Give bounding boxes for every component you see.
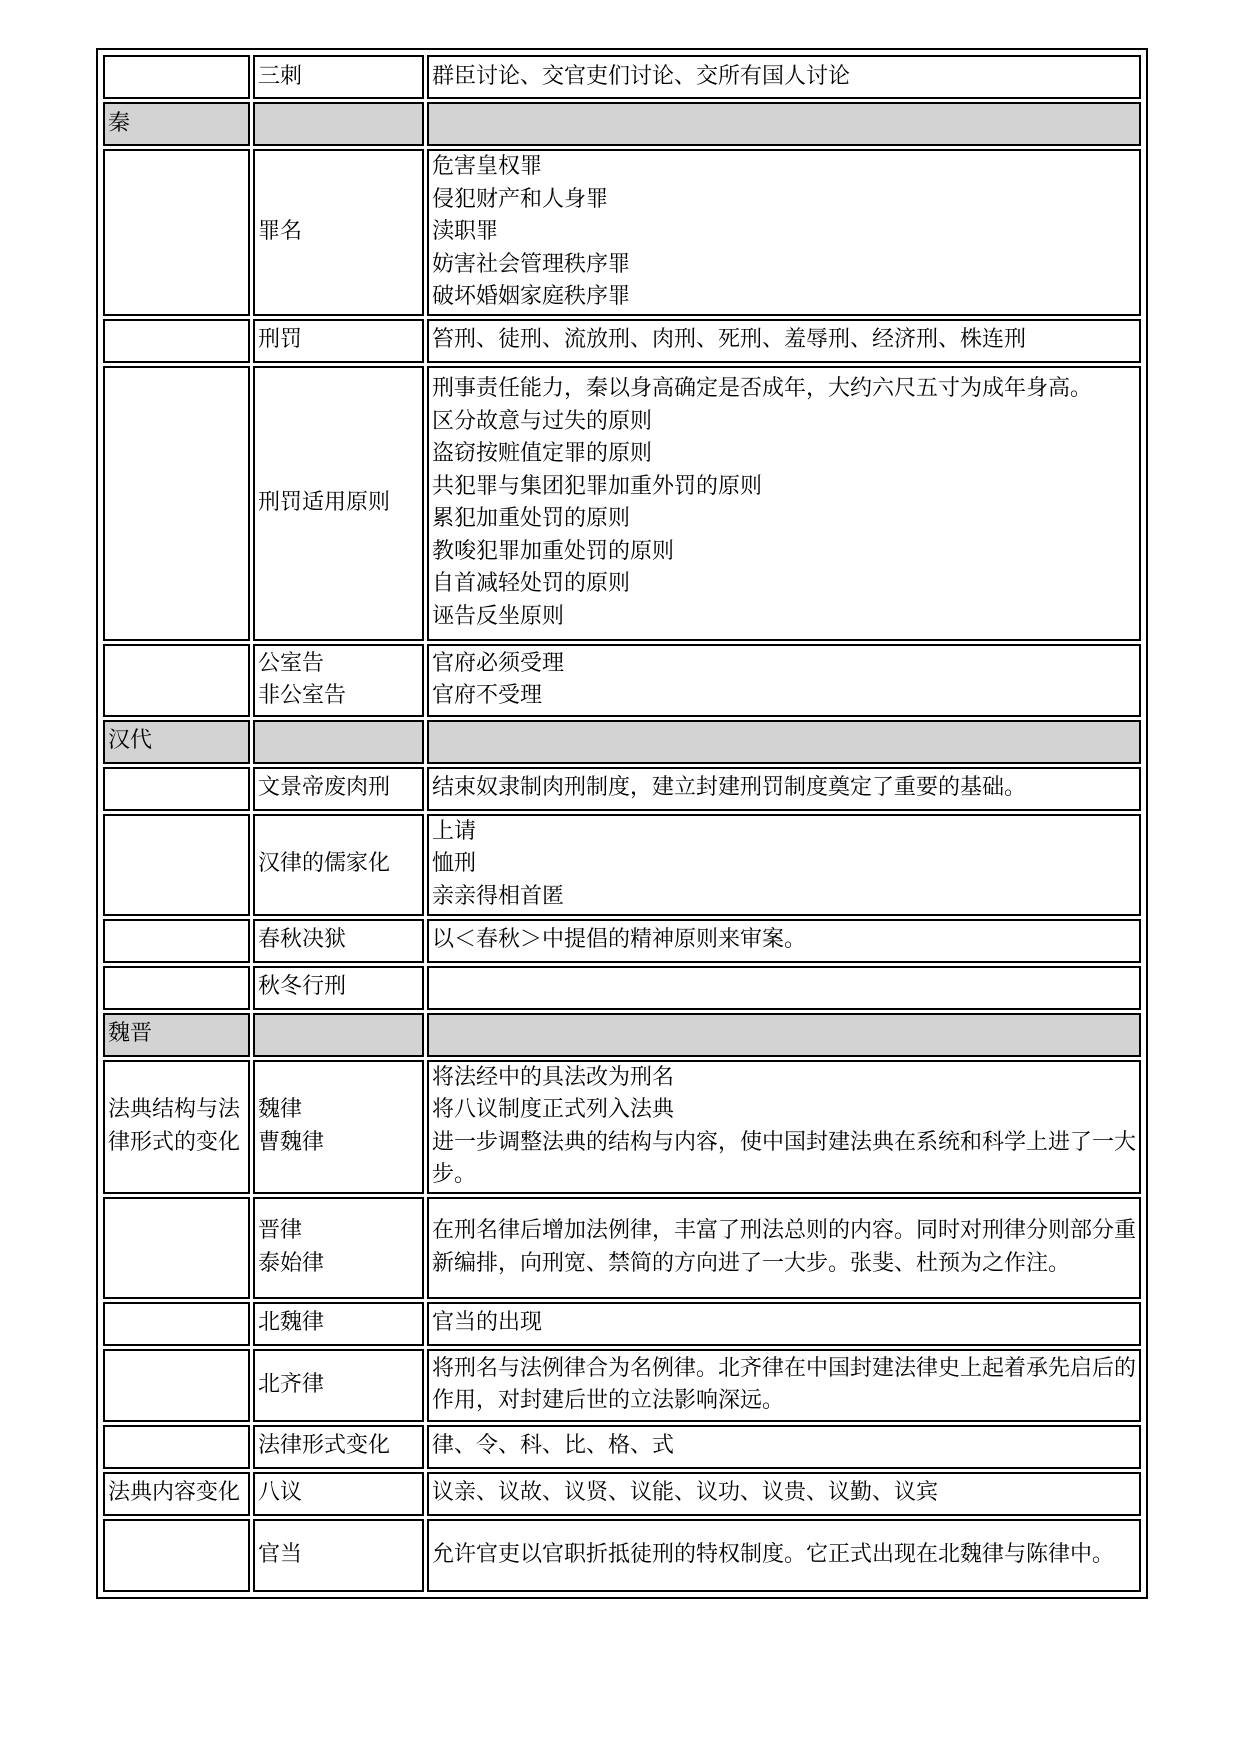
cell-text-line: 侵犯财产和人身罪 [432, 186, 609, 212]
cell-text-line: 刑罚 [258, 327, 303, 353]
cell-text-line: 官府必须受理 [432, 650, 565, 676]
section-header-row [103, 102, 1141, 146]
cell-text-line: 法律形式变化 [258, 1433, 391, 1459]
cell-text-line: 教唆犯罪加重处罚的原则 [432, 538, 675, 564]
section-header-row [103, 720, 1141, 764]
content-cell [427, 1060, 1141, 1194]
cell-text-line: 魏晋 [108, 1021, 153, 1047]
category-cell [103, 1302, 250, 1346]
content-cell [427, 1302, 1141, 1346]
topic-cell [253, 1302, 424, 1346]
category-cell [103, 644, 250, 717]
category-cell [103, 767, 250, 811]
content-cell [427, 814, 1141, 916]
topic-cell [253, 1197, 424, 1299]
content-cell [427, 1197, 1141, 1299]
content-cell [427, 767, 1141, 811]
legal-history-table-frame [96, 48, 1148, 1599]
content-cell [427, 319, 1141, 363]
topic-cell [253, 55, 424, 99]
category-cell [103, 966, 250, 1010]
cell-text-line: 三刺 [258, 63, 303, 89]
category-cell [103, 720, 250, 764]
table-row [103, 644, 1141, 717]
cell-text-line: 汉律的儒家化 [258, 851, 391, 877]
cell-text-line: 北齐律 [258, 1371, 325, 1397]
cell-text-line: 破坏婚姻家庭秩序罪 [432, 284, 631, 309]
topic-cell [253, 366, 424, 641]
topic-cell [253, 966, 424, 1010]
content-cell [427, 1472, 1141, 1516]
cell-text-line: 刑罚适用原则 [258, 489, 391, 515]
cell-text-line: 法典内容变化 [108, 1480, 241, 1506]
cell-text-line: 进一步调整法典的结构与内容，使中国封建法典在系统和科学上进了一大步。 [432, 1129, 1137, 1187]
category-cell [103, 102, 250, 146]
cell-text-line: 律、令、科、比、格、式 [432, 1433, 675, 1459]
cell-text-line: 允许官吏以官职折抵徒刑的特权制度。它正式出现在北魏律与陈律中。 [432, 1541, 1115, 1567]
legal-history-table [100, 52, 1144, 1595]
cell-text-line: 妨害社会管理秩序罪 [432, 251, 631, 277]
topic-cell [253, 644, 424, 717]
topic-cell [253, 102, 424, 146]
cell-text-line: 累犯加重处罚的原则 [432, 506, 631, 531]
content-cell [427, 1425, 1141, 1469]
category-cell [103, 1425, 250, 1469]
cell-text-line: 在刑名律后增加法例律，丰富了刑法总则的内容。同时对刑律分则部分重新编排，向刑宽、禁简的方向进了一大步。张斐、杜预为之作注。 [432, 1218, 1137, 1276]
table-body [103, 55, 1141, 1592]
content-cell [427, 55, 1141, 99]
table-row [103, 1519, 1141, 1592]
cell-text-line: 群臣讨论、交官吏们讨论、交所有国人讨论 [432, 63, 851, 89]
cell-text-line: 诬告反坐原则 [432, 603, 565, 629]
cell-text-line: 恤刑 [432, 851, 477, 877]
content-cell [427, 149, 1141, 316]
topic-cell [253, 1425, 424, 1469]
cell-text-line: 危害皇权罪 [432, 154, 543, 179]
cell-text-line: 笞刑、徒刑、流放刑、肉刑、死刑、羞辱刑、经济刑、株连刑 [432, 327, 1027, 353]
category-cell [103, 55, 250, 99]
category-cell [103, 919, 250, 963]
cell-text-line: 秦 [108, 110, 131, 136]
topic-cell [253, 1472, 424, 1516]
content-cell [427, 1519, 1141, 1592]
content-cell [427, 966, 1141, 1010]
cell-text-line: 自首减轻处罚的原则 [432, 571, 631, 596]
table-row [103, 767, 1141, 811]
cell-text-line: 春秋决狱 [258, 927, 347, 953]
content-cell [427, 102, 1141, 146]
category-cell [103, 366, 250, 641]
topic-cell [253, 1060, 424, 1194]
category-cell [103, 1060, 250, 1194]
cell-text-line: 以＜春秋＞中提倡的精神原则来审案。 [432, 927, 807, 953]
table-row [103, 1302, 1141, 1346]
content-cell [427, 720, 1141, 764]
topic-cell [253, 814, 424, 916]
category-cell [103, 319, 250, 363]
cell-text-line: 晋律 [258, 1218, 303, 1243]
cell-text-line: 北魏律 [258, 1310, 325, 1336]
topic-cell [253, 720, 424, 764]
cell-text-line: 议亲、议故、议贤、议能、议功、议贵、议勤、议宾 [432, 1480, 939, 1506]
cell-text-line: 秋冬行刑 [258, 974, 347, 1000]
content-cell [427, 366, 1141, 641]
cell-text-line: 官府不受理 [432, 683, 543, 708]
cell-text-line: 魏律 [258, 1097, 303, 1122]
cell-text-line: 亲亲得相首匿 [432, 883, 565, 909]
cell-text-line: 泰始律 [258, 1250, 325, 1276]
cell-text-line: 渎职罪 [432, 219, 499, 244]
category-cell [103, 814, 250, 916]
cell-text-line: 汉代 [108, 728, 153, 754]
cell-text-line: 文景帝废肉刑 [258, 775, 391, 801]
table-row [103, 55, 1141, 99]
table-row [103, 149, 1141, 316]
cell-text-line: 法典结构与法律形式的变化 [108, 1097, 241, 1155]
cell-text-line: 上请 [432, 818, 477, 844]
table-row [103, 966, 1141, 1010]
category-cell [103, 1197, 250, 1299]
table-row [103, 814, 1141, 916]
section-header-row [103, 1013, 1141, 1057]
cell-text-line: 非公室告 [258, 683, 347, 708]
cell-text-line: 区分故意与过失的原则 [432, 408, 653, 434]
topic-cell [253, 919, 424, 963]
category-cell [103, 1013, 250, 1057]
cell-text-line: 公室告 [258, 650, 325, 676]
topic-cell [253, 1519, 424, 1592]
table-row [103, 1060, 1141, 1194]
cell-text-line: 曹魏律 [258, 1129, 325, 1155]
cell-text-line: 将刑名与法例律合为名例律。北齐律在中国封建法律史上起着承先启后的作用，对封建后世的立法影响深远。 [432, 1355, 1137, 1413]
topic-cell [253, 1013, 424, 1057]
content-cell [427, 644, 1141, 717]
cell-text-line: 罪名 [258, 219, 303, 244]
content-cell [427, 919, 1141, 963]
cell-text-line: 共犯罪与集团犯罪加重外罚的原则 [432, 473, 763, 499]
cell-text-line: 官当的出现 [432, 1310, 543, 1336]
cell-text-line: 将八议制度正式列入法典 [432, 1097, 675, 1122]
topic-cell [253, 319, 424, 363]
table-row [103, 366, 1141, 641]
table-row [103, 1425, 1141, 1469]
table-row [103, 1472, 1141, 1516]
cell-text-line: 八议 [258, 1480, 303, 1506]
cell-text-line: 将法经中的具法改为刑名 [432, 1064, 675, 1090]
topic-cell [253, 149, 424, 316]
cell-text-line: 官当 [258, 1541, 303, 1567]
table-row [103, 919, 1141, 963]
category-cell [103, 1472, 250, 1516]
category-cell [103, 149, 250, 316]
cell-text-line: 结束奴隶制肉刑制度，建立封建刑罚制度奠定了重要的基础。 [432, 775, 1027, 801]
table-row [103, 1349, 1141, 1422]
category-cell [103, 1519, 250, 1592]
cell-text-line: 刑事责任能力，秦以身高确定是否成年，大约六尺五寸为成年身高。 [432, 376, 1093, 401]
cell-text-line: 盗窃按赃值定罪的原则 [432, 441, 653, 466]
topic-cell [253, 1349, 424, 1422]
category-cell [103, 1349, 250, 1422]
topic-cell [253, 767, 424, 811]
content-cell [427, 1349, 1141, 1422]
table-row [103, 1197, 1141, 1299]
table-row [103, 319, 1141, 363]
content-cell [427, 1013, 1141, 1057]
